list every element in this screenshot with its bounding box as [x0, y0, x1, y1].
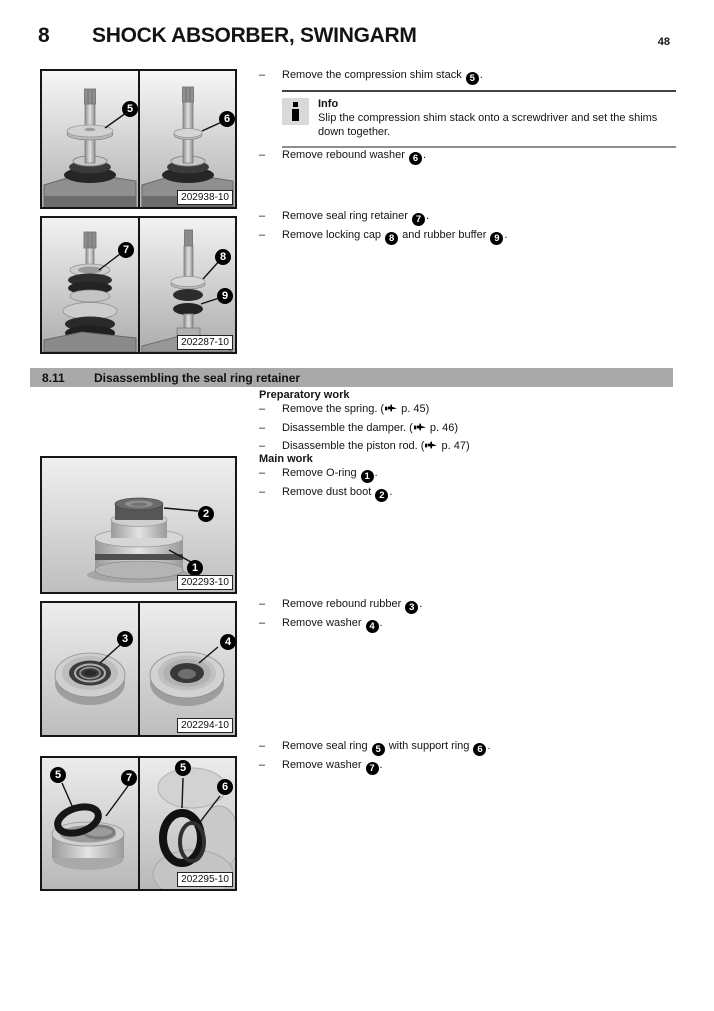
inline-callout-7: 7	[366, 762, 379, 775]
bullet-dash: –	[259, 740, 266, 752]
info-title: Info	[318, 98, 339, 110]
bullet-dash: –	[259, 210, 266, 222]
inline-callout-3: 3	[405, 601, 418, 614]
inline-callout-7: 7	[412, 213, 425, 226]
inline-callout-6: 6	[409, 152, 422, 165]
see-page-hand-icon	[425, 441, 437, 450]
section-title: Disassembling the seal ring retainer	[94, 370, 301, 385]
info-icon-stem	[292, 109, 299, 121]
section-header-bar	[30, 368, 673, 387]
photo-callout-8: 8	[215, 249, 231, 265]
preparatory-work-heading: Preparatory work	[259, 389, 350, 401]
instruction-text: Remove washer 4 .	[282, 617, 383, 632]
instruction-remove-rebound-rubber	[259, 597, 677, 614]
bullet-dash: –	[259, 69, 266, 81]
inline-callout-5: 5	[372, 743, 385, 756]
bullet-dash: –	[259, 759, 266, 771]
photo-id-label: 202294-10	[177, 718, 233, 733]
photo-seal-ring	[42, 758, 235, 889]
photo-callout-9: 9	[217, 288, 233, 304]
figure-shim-stack	[40, 69, 237, 209]
photo-callout-2: 2	[198, 506, 214, 522]
instruction-text: Remove seal ring retainer 7 .	[282, 210, 430, 225]
photo-callout-4: 4	[220, 634, 236, 650]
bullet-dash: –	[259, 617, 266, 629]
section-number: 8.11	[42, 370, 65, 385]
bullet-dash: –	[259, 422, 266, 434]
photo-callout-1: 1	[187, 560, 203, 576]
instruction-text: Disassemble the piston rod. ( p. 47)	[282, 440, 470, 452]
photo-callout-5-left: 5	[50, 767, 66, 783]
instruction-remove-locking-cap	[259, 228, 677, 245]
instruction-remove-oring	[259, 466, 677, 483]
bullet-dash: –	[259, 440, 266, 452]
photo-callout-6: 6	[217, 779, 233, 795]
page-title: SHOCK ABSORBER, SWINGARM	[92, 24, 417, 47]
bullet-dash: –	[259, 598, 266, 610]
figure-locking-cap	[40, 216, 237, 354]
see-page-hand-icon	[414, 423, 426, 432]
chapter-number: 8	[38, 24, 50, 47]
photo-callout-3: 3	[117, 631, 133, 647]
photo-callout-7: 7	[118, 242, 134, 258]
photo-callout-7: 7	[121, 770, 137, 786]
instruction-text: Remove seal ring 5 with support ring 6 .	[282, 740, 491, 755]
photo-oring-dustboot	[42, 458, 235, 592]
instruction-remove-washer-4	[259, 616, 677, 633]
info-icon	[282, 98, 309, 125]
inline-callout-1: 1	[361, 470, 374, 483]
bullet-dash: –	[259, 467, 266, 479]
instruction-text: Remove the compression shim stack 5 .	[282, 69, 483, 84]
photo-callout-6: 6	[219, 111, 235, 127]
prep-step-remove-spring	[259, 402, 677, 416]
inline-callout-9: 9	[490, 232, 503, 245]
instruction-remove-seal-ring-retainer	[259, 209, 677, 226]
photo-locking-cap	[42, 218, 235, 352]
instruction-text: Remove locking cap 8 and rubber buffer 9 .	[282, 229, 508, 244]
info-body: Slip the compression shim stack onto a screwdriver and set the shims down together.	[318, 112, 658, 138]
main-work-heading: Main work	[259, 453, 313, 465]
instruction-remove-dust-boot	[259, 485, 677, 502]
instruction-text: Remove washer 7 .	[282, 759, 383, 774]
instruction-remove-rebound-washer	[259, 148, 677, 165]
photo-rebound-rubber	[42, 603, 235, 735]
photo-id-label: 202295-10	[177, 872, 233, 887]
see-page-hand-icon	[385, 404, 397, 413]
instruction-text: Remove O-ring 1 .	[282, 467, 378, 482]
inline-callout-2: 2	[375, 489, 388, 502]
bullet-dash: –	[259, 486, 266, 498]
figure-oring-dustboot	[40, 456, 237, 594]
bullet-dash: –	[259, 229, 266, 241]
prep-step-disassemble-piston-rod	[259, 439, 677, 453]
bullet-dash: –	[259, 149, 266, 161]
instruction-text: Remove rebound rubber 3 .	[282, 598, 423, 613]
info-icon-dot	[293, 102, 298, 107]
bullet-dash: –	[259, 403, 266, 415]
info-box	[282, 90, 676, 148]
instruction-text: Remove dust boot 2 .	[282, 486, 393, 501]
page-number: 48	[657, 36, 670, 48]
inline-callout-4: 4	[366, 620, 379, 633]
figure-seal-ring	[40, 756, 237, 891]
instruction-remove-washer-7	[259, 758, 677, 775]
photo-id-label: 202938-10	[177, 190, 233, 205]
instruction-remove-seal-ring	[259, 739, 677, 756]
photo-callout-5: 5	[122, 101, 138, 117]
photo-callout-5-right: 5	[175, 760, 191, 776]
instruction-text: Disassemble the damper. ( p. 46)	[282, 422, 459, 434]
photo-shim-stack	[42, 71, 235, 207]
inline-callout-5: 5	[466, 72, 479, 85]
inline-callout-8: 8	[385, 232, 398, 245]
instruction-text: Remove rebound washer 6 .	[282, 149, 427, 164]
instruction-remove-shim-stack	[259, 68, 677, 85]
inline-callout-6: 6	[473, 743, 486, 756]
figure-rebound-rubber	[40, 601, 237, 737]
prep-step-disassemble-damper	[259, 421, 677, 435]
photo-id-label: 202287-10	[177, 335, 233, 350]
instruction-text: Remove the spring. ( p. 45)	[282, 403, 430, 415]
photo-id-label: 202293-10	[177, 575, 233, 590]
